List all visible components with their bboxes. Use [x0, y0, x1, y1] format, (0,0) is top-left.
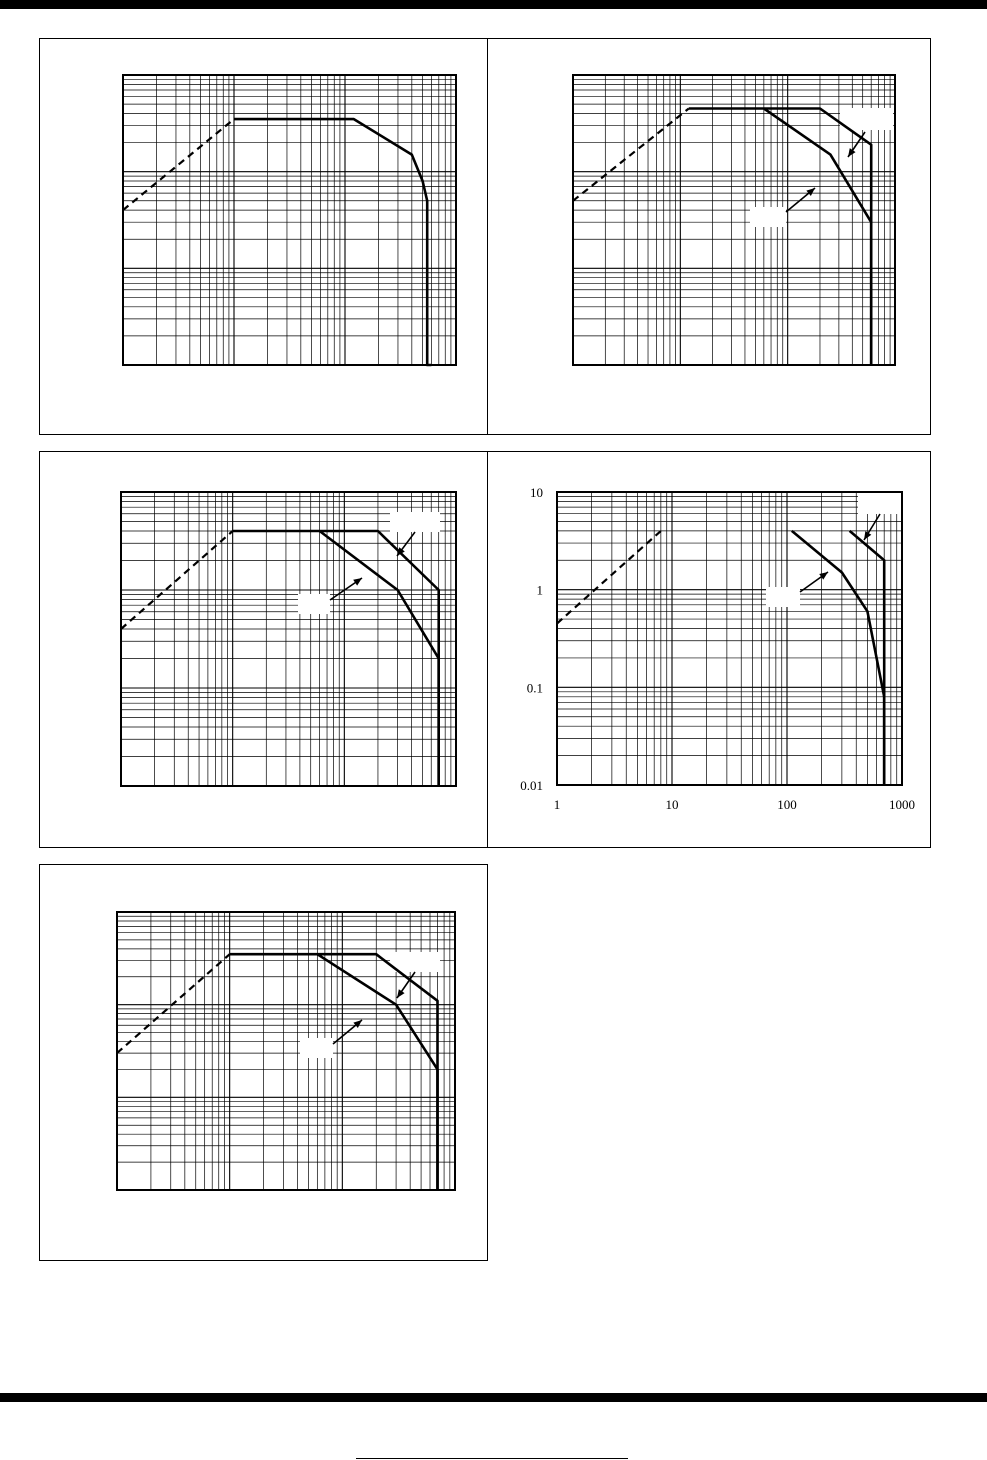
y-tick-label: 0.1 — [526, 680, 543, 696]
callout-arrowhead — [397, 989, 405, 998]
chart-1 — [123, 75, 456, 365]
callout-arrowhead — [848, 148, 856, 157]
series-line-1 — [123, 119, 234, 210]
footer-rule — [356, 1458, 628, 1459]
plot-frame — [121, 492, 456, 786]
series-line-1 — [121, 531, 233, 629]
y-tick-label: 10 — [530, 485, 543, 500]
chart-4 — [520, 485, 915, 812]
chart-5 — [117, 912, 455, 1190]
callout-label-box — [858, 490, 904, 514]
chart-3 — [121, 492, 456, 786]
y-tick-label: 0.01 — [520, 778, 543, 793]
series-line-2 — [689, 109, 871, 366]
series-line-1 — [557, 531, 661, 624]
series-line-3 — [317, 954, 437, 1190]
bottom-rule — [0, 1393, 987, 1402]
callout-arrowhead — [353, 578, 362, 586]
callout-label-box — [390, 512, 440, 532]
x-tick-label: 100 — [777, 797, 797, 812]
x-tick-label: 1000 — [889, 797, 915, 812]
callout-label-box — [766, 587, 800, 607]
x-tick-label: 10 — [665, 797, 679, 812]
callout-label-box — [298, 594, 330, 614]
series-line-2 — [234, 119, 431, 365]
callout-label-box — [300, 1038, 333, 1058]
series-line-1 — [117, 954, 230, 1053]
callout-label-box — [750, 207, 786, 227]
chart-2 — [573, 75, 895, 365]
y-tick-label: 1 — [536, 582, 543, 598]
plot-frame — [557, 492, 902, 785]
callout-arrowhead — [819, 572, 828, 580]
series-line-2 — [230, 954, 438, 1190]
x-tick-label: 1 — [553, 797, 561, 812]
